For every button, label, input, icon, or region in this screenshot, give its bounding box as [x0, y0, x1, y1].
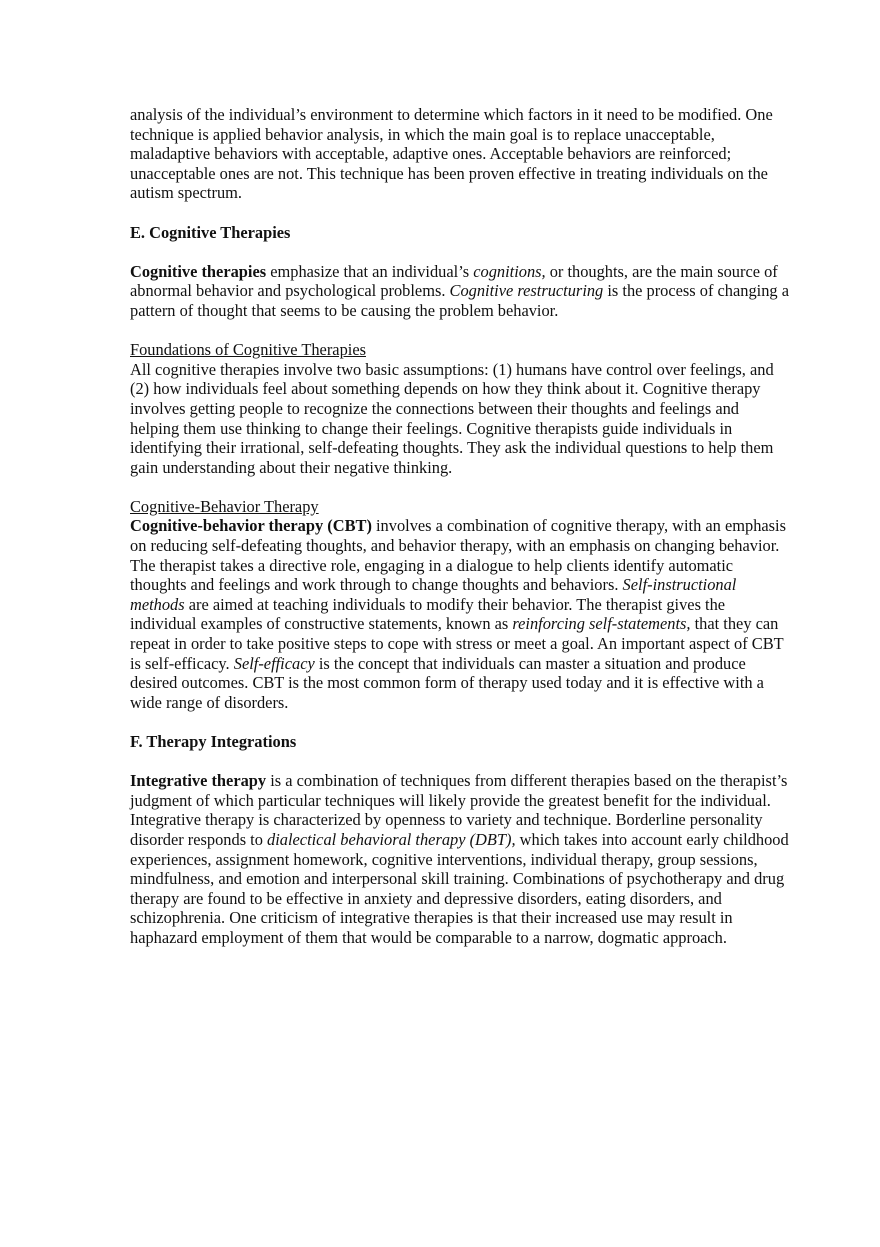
- intro-paragraph: analysis of the individual’s environment to determine which factors in it need to be modified. One technique is applied behavior analysis, in which the main goal is to replace unacceptable, maladaptive behaviors with acceptable, adaptive ones. Acceptable behaviors are reinforced; unacceptable ones are not. This technique has been proven effective in treating individuals on the autism spectrum.: [130, 105, 773, 203]
- term-cognitive-therapies: Cognitive therapies: [130, 261, 267, 281]
- term-cbt: Cognitive-behavior therapy (CBT): [130, 516, 372, 536]
- term-cognitions: cognitions,: [473, 261, 546, 281]
- section-e-heading: E. Cognitive Therapies: [130, 222, 291, 242]
- term-cognitive-restructuring: Cognitive restructuring: [449, 281, 604, 301]
- foundations-subheading: Foundations of Cognitive Therapies: [130, 340, 366, 360]
- spacer: [130, 477, 790, 497]
- term-self-efficacy: Self-efficacy: [233, 653, 315, 673]
- term-integrative-therapy: Integrative therapy: [130, 771, 267, 791]
- foundations-paragraph: All cognitive therapies involve two basic assumptions: (1) humans have control over feelings, and (2) how individuals feel about something depends on how they think about it. Cognitive therapy involves getting people to recognize the connections between their thoughts and feelings and helping them use thinking to change their feelings. Cognitive therapists guide individuals in identifying their irrational, self-defeating thoughts. They ask the individual questions to help them gain understanding about their negative thinking.: [130, 359, 774, 477]
- spacer: [130, 203, 790, 223]
- spacer: [130, 712, 790, 732]
- spacer: [130, 752, 790, 772]
- integrative-therapy-paragraph: Integrative therapy is a combination of techniques from different therapies based on the therapist’s judgment of which particular techniques will likely provide the greatest benefit for the individual. Integrative therapy is characterized by openness to variety and technique. Borderline personality disorder responds to dialectical behavioral therapy (DBT), which takes into account early childhood experiences, assignment homework, cognitive interventions, individual therapy, group sessions, mindfulness, and emotion and interpersonal skill training. Combinations of psychotherapy and drug therapy are found to be effective in anxiety and depressive disorders, eating disorders, and schizophrenia. One criticism of integrative therapies is that their increased use may result in haphazard employment of them that would be comparable to a narrow, dogmatic approach.: [130, 771, 789, 947]
- term-dbt: dialectical behavioral therapy (DBT),: [267, 829, 516, 849]
- term-self-instructional-methods: Self-instructional methods: [130, 575, 737, 614]
- term-reinforcing-self-statements: reinforcing self-statements,: [512, 614, 691, 634]
- cbt-subheading: Cognitive-Behavior Therapy: [130, 496, 319, 516]
- spacer: [130, 242, 790, 262]
- spacer: [130, 321, 790, 341]
- cbt-paragraph: Cognitive-behavior therapy (CBT) involves a combination of cognitive therapy, with an emphasis on reducing self-defeating thoughts, and behavior therapy, with an emphasis on changing behavior. The therapist takes a directive role, engaging in a dialogue to help clients identify automatic thoughts and feelings and work through to change thoughts and behaviors. Self-instructional methods are aimed at teaching individuals to modify their behavior. The therapist gives the individual examples of constructive statements, known as reinforcing self-statements, that they can repeat in order to take positive steps to cope with stress or meet a goal. An important aspect of CBT is self-efficacy. Self-efficacy is the concept that individuals can master a situation and produce desired outcomes. CBT is the most common form of therapy used today and it is effective with a wide range of disorders.: [130, 516, 786, 712]
- document-page: [130, 105, 790, 948]
- section-f-heading: F. Therapy Integrations: [130, 732, 297, 751]
- cognitive-therapies-paragraph: Cognitive therapies emphasize that an individual’s cognitions, or thoughts, are the main source of abnormal behavior and psychological problems. Cognitive restructuring is the process of changing a pattern of thought that seems to be causing the problem behavior.: [130, 261, 789, 320]
